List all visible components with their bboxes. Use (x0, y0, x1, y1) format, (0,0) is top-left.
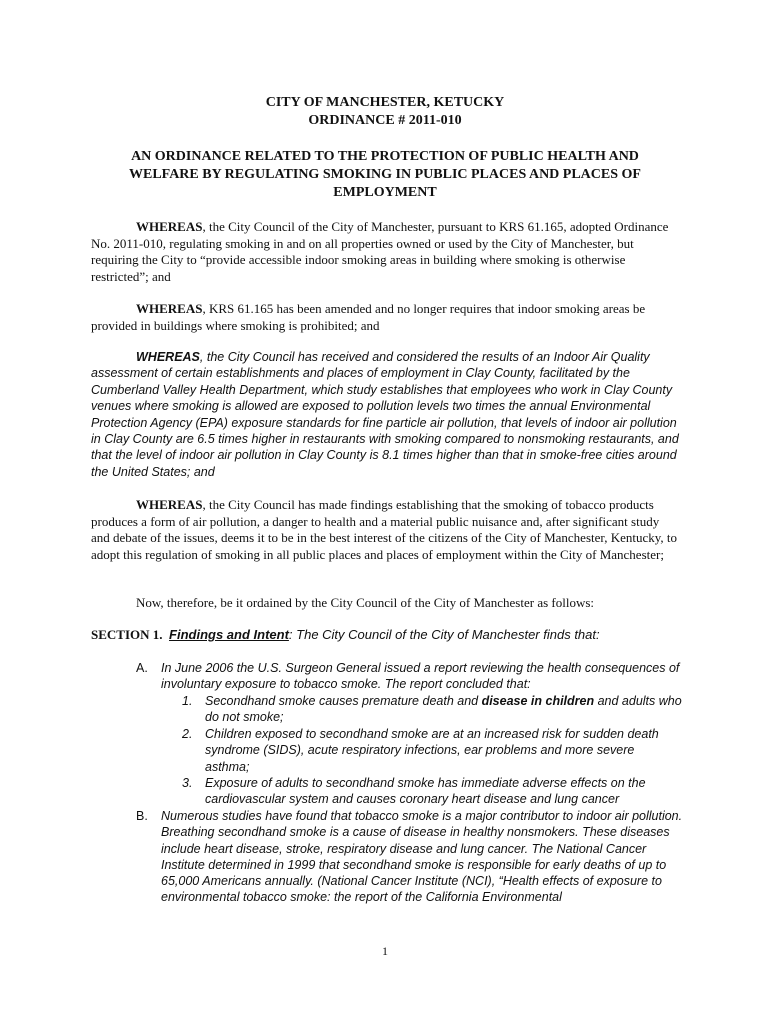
whereas-text: , the City Council of the City of Manchester, pursuant to KRS 61.165, adopted Ordinance No. 2011-010, regulating smoking in and on all properties owned or used by the City of Manchester, but requiring the City to “provide accessible indoor smoking areas in building where smoking is otherwise restricted”; and (91, 219, 669, 284)
ordained-clause: Now, therefore, be it ordained by the City Council of the City of Manchester as follows: (136, 595, 595, 610)
whereas-paragraph-4 (91, 497, 681, 563)
sub-item-text: Secondhand smoke causes premature death and (205, 694, 482, 708)
ordinance-title: AN ORDINANCE RELATED TO THE PROTECTION OF PUBLIC HEALTH AND WELFARE BY REGULATING SMOKING IN PUBLIC PLACES AND PLACES OF EMPLOYMENT (129, 149, 641, 200)
sub-item-1 (182, 693, 682, 726)
list-item-a (136, 660, 681, 693)
whereas-lead: WHEREAS (136, 350, 200, 364)
page-number: 1 (382, 944, 388, 958)
whereas-paragraph-2 (91, 301, 681, 334)
list-item-b (136, 808, 686, 906)
sub-item-text: Children exposed to secondhand smoke are at an increased risk for sudden death syndrome (SIDS), acute respiratory infections, ear problems and more severe asthma; (205, 727, 659, 774)
sub-item-3 (182, 775, 673, 808)
list-marker: B. (136, 809, 148, 823)
whereas-paragraph-1 (91, 219, 681, 285)
sub-item-text-end: and adults who do not smoke; (205, 694, 682, 725)
sub-item-text: Exposure of adults to secondhand smoke has immediate adverse effects on the cardiovascular system and causes coronary heart disease and lung cancer (205, 776, 646, 807)
section-heading: Findings and Intent (169, 627, 289, 642)
list-item-text: In June 2006 the U.S. Surgeon General issued a report reviewing the health consequences of involuntary exposure to tobacco smoke. The report concluded that: (161, 661, 680, 692)
whereas-lead: WHEREAS (136, 301, 203, 316)
list-item-text: Numerous studies have found that tobacco smoke is a major contributor to indoor air pollution. Breathing secondhand smoke is a cause of disease in healthy nonsmokers. These diseases include heart disease, stroke, respiratory disease and lung cancer. The National Cancer Institute determined in 1999 that secondhand smoke is responsible for early deaths of up to 65,000 Americans annually. (National Cancer Institute (NCI), “Health effects of exposure to environmental tobacco smoke: the report of the California Environmental (161, 809, 683, 905)
list-marker: 1. (182, 694, 193, 708)
list-marker: 2. (182, 727, 193, 741)
list-marker: A. (136, 661, 148, 675)
sub-item-emphasis: disease in children (481, 694, 595, 708)
section-1-heading (91, 627, 691, 643)
whereas-text: , KRS 61.165 has been amended and no longer requires that indoor smoking areas be provided in buildings where smoking is prohibited; and (91, 301, 646, 333)
section-text: : The City Council of the City of Manchester finds that: (288, 627, 600, 642)
whereas-lead: WHEREAS (136, 497, 203, 512)
sub-item-2 (182, 726, 673, 775)
city-header: CITY OF MANCHESTER, KETUCKY (265, 95, 505, 110)
whereas-lead: WHEREAS (136, 219, 203, 234)
ordinance-number: ORDINANCE # 2011-010 (308, 113, 462, 128)
whereas-paragraph-3 (91, 349, 681, 480)
list-marker: 3. (182, 776, 193, 790)
whereas-text: , the City Council has made findings establishing that the smoking of tobacco products produces a form of air pollution, a danger to health and a material public nuisance and, after significant study and debate of the issues, deems it to be in the best interest of the citizens of the City of Manchester, Kentucky, to adopt this regulation of smoking in all public places and places of employment within the City of Manchester; (91, 497, 678, 562)
section-number: SECTION 1. (91, 627, 163, 642)
whereas-text: , the City Council has received and considered the results of an Indoor Air Quality assessment of certain establishments and places of employment in Clay County, facilitated by the Cumberland Valley Health Department, which study establishes that employees who work in Clay County venues where smoking is allowed are exposed to pollution levels two times the annual Environmental Protection Agency (EPA) exposure standards for fine particle air pollution, that levels of indoor air pollution in Clay County are 6.5 times higher in restaurants with smoking compared to nonsmoking restaurants, and that the level of indoor air pollution in Clay County is 8.1 times higher than that in smoke-free cities around the United States; and (91, 350, 679, 479)
